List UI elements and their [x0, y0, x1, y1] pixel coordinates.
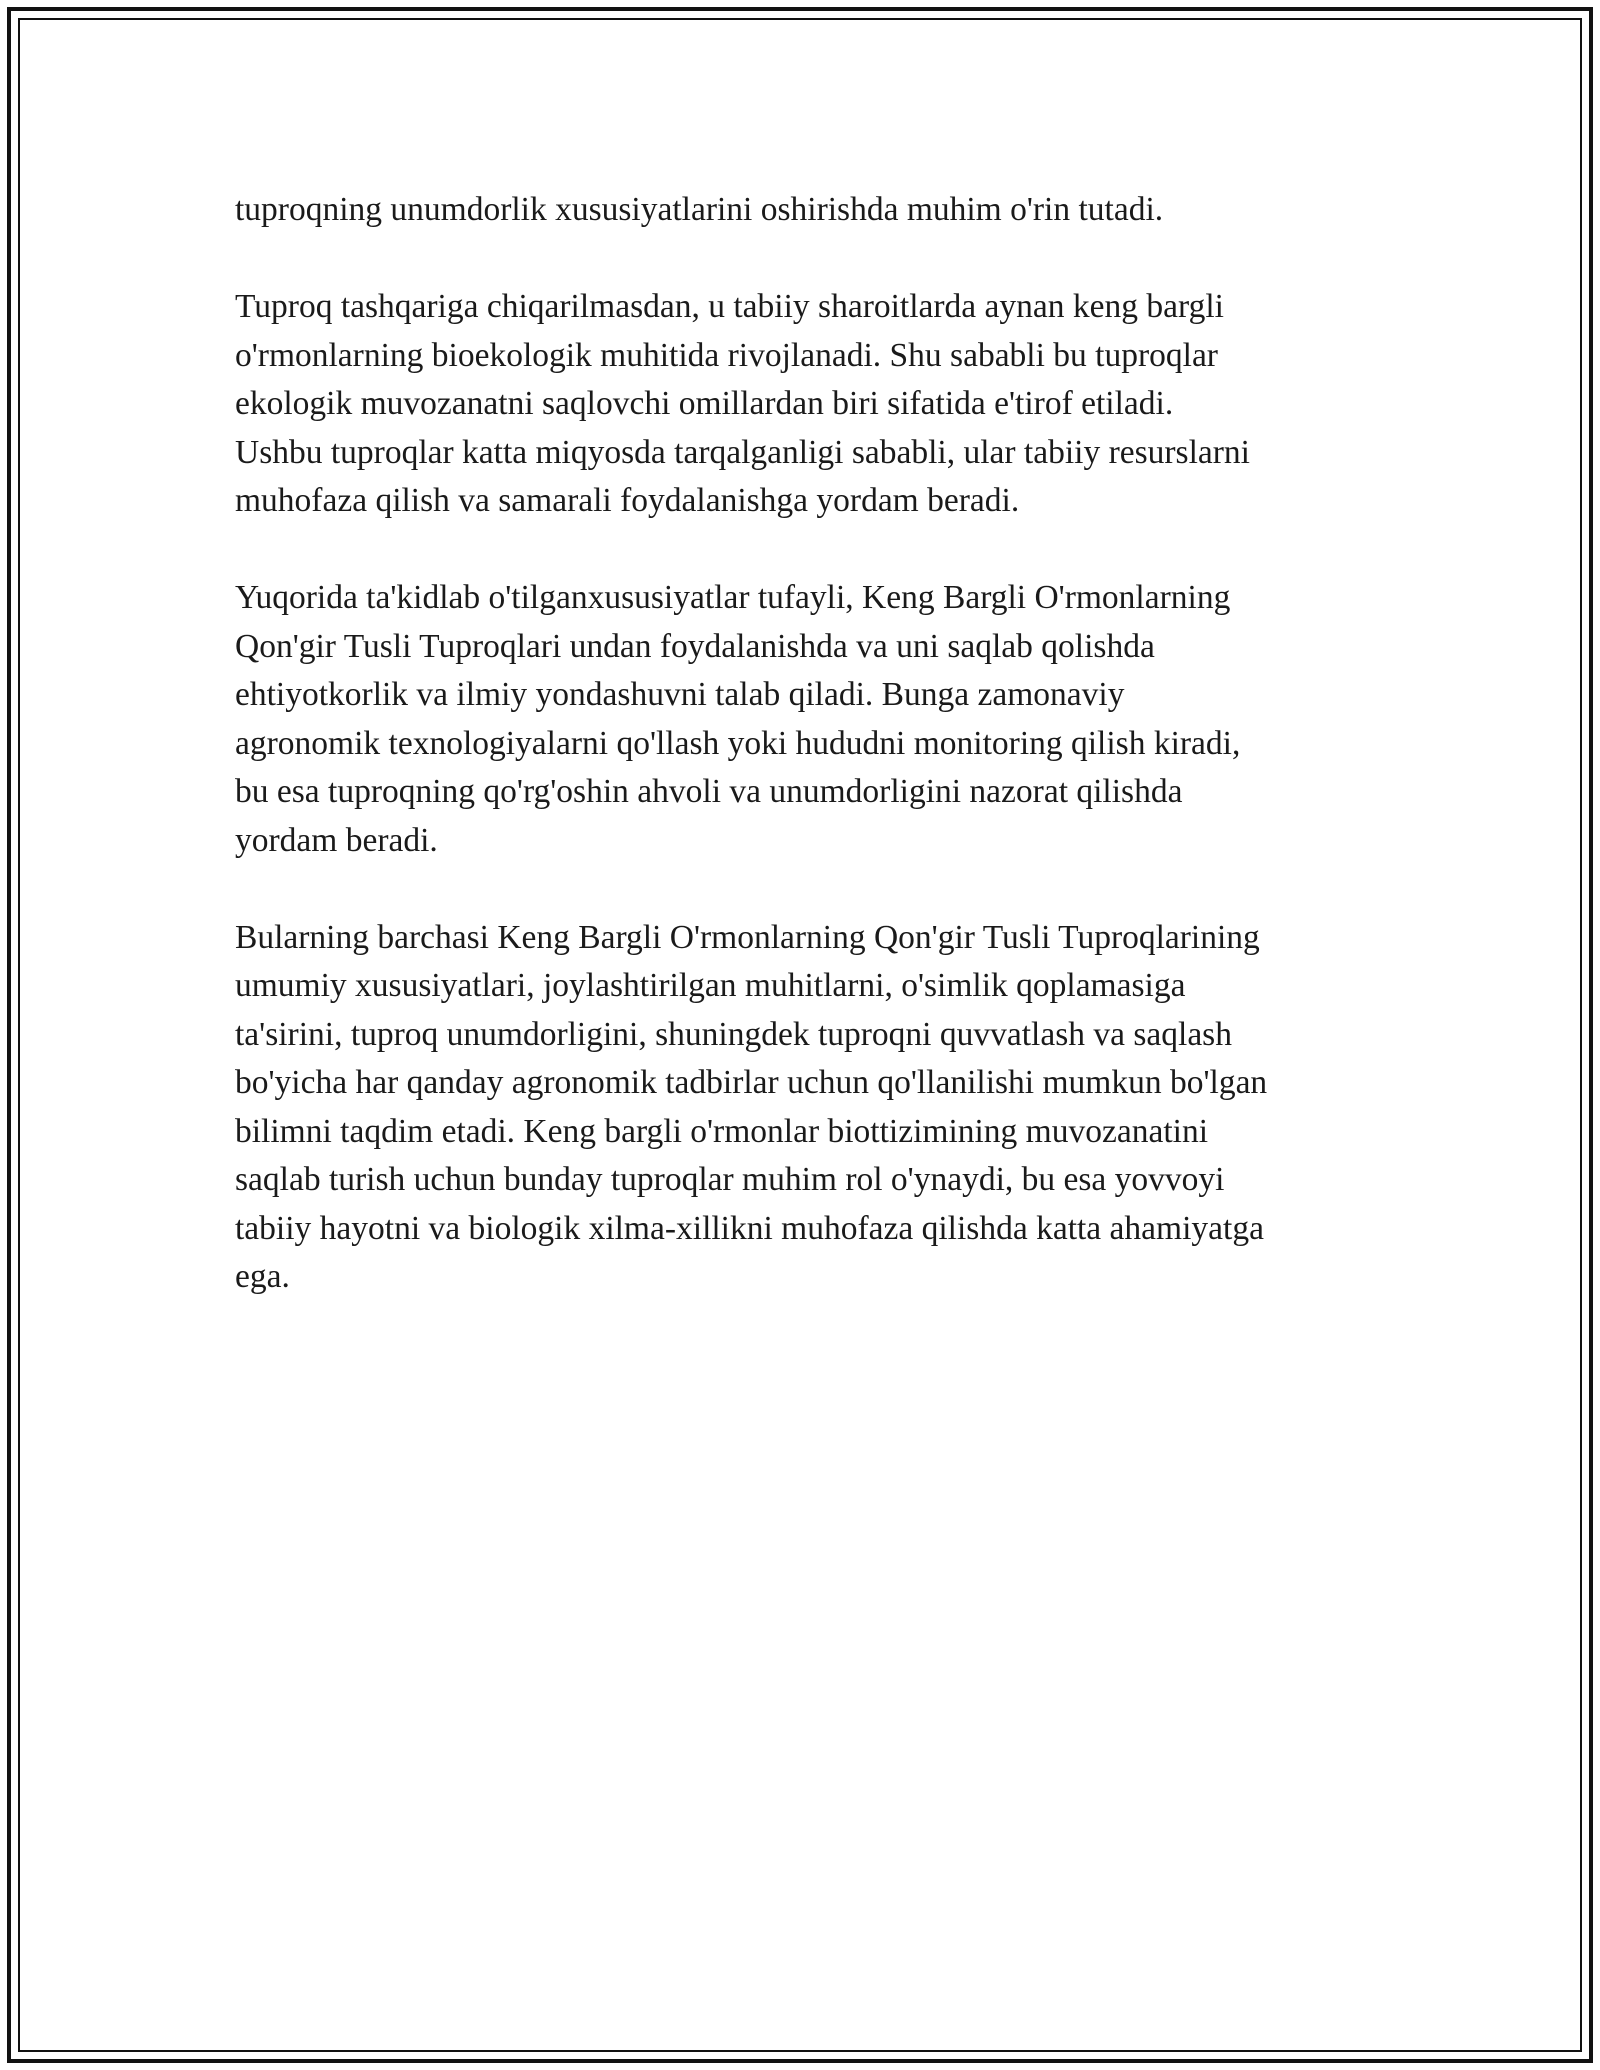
paragraph-1: tuproqning unumdorlik xususiyatlarini oshirishda muhim o'rin tutadi. — [235, 191, 1164, 228]
paragraph-3: Yuqorida ta'kidlab o'tilganxususiyatlar tufayli, Keng Bargli O'rmonlarning Qon'gir Tusli Tuproqlari undan foydalanishda va uni saqlab qolishda ehtiyotkorlik va ilmiy yondashuvni talab qiladi. Bunga zamonaviy agronomik texnologiyalarni qo'llash yoki hududni monitoring qilish kiradi, bu esa tuproqning qo'rg'oshin ahvoli va unumdorligini nazorat qilishda yordam beradi. — [235, 579, 1241, 859]
paragraph-2: Tuproq tashqariga chiqarilmasdan, u tabiiy sharoitlarda aynan keng bargli o'rmonlarning bioekologik muhitida rivojlanadi. Shu sababli bu tuproqlar ekologik muvozanatni saqlovchi omillardan biri sifatida e'tirof etiladi. Ushbu tuproqlar katta miqyosda tarqalganligi sababli, ular tabiiy resurslarni muhofaza qilish va samarali foydalanishga yordam beradi. — [235, 288, 1250, 519]
document-body — [235, 186, 1385, 1350]
paragraph-4: Bularning barchasi Keng Bargli O'rmonlarning Qon'gir Tusli Tuproqlarining umumiy xususiyatlari, joylashtirilgan muhitlarni, o'simlik qoplamasiga ta'sirini, tuproq unumdorligini, shuningdek tuproqni quvvatlash va saqlash bo'yicha har qanday agronomik tadbirlar uchun qo'llanilishi mumkun bo'lgan bilimni taqdim etadi. Keng bargli o'rmonlar biottizimining muvozanatini saqlab turish uchun bunday tuproqlar muhim rol o'ynaydi, bu esa yovvoyi tabiiy hayotni va biologik xilma-xillikni muhofaza qilishda katta ahamiyatga ega. — [235, 918, 1268, 1295]
